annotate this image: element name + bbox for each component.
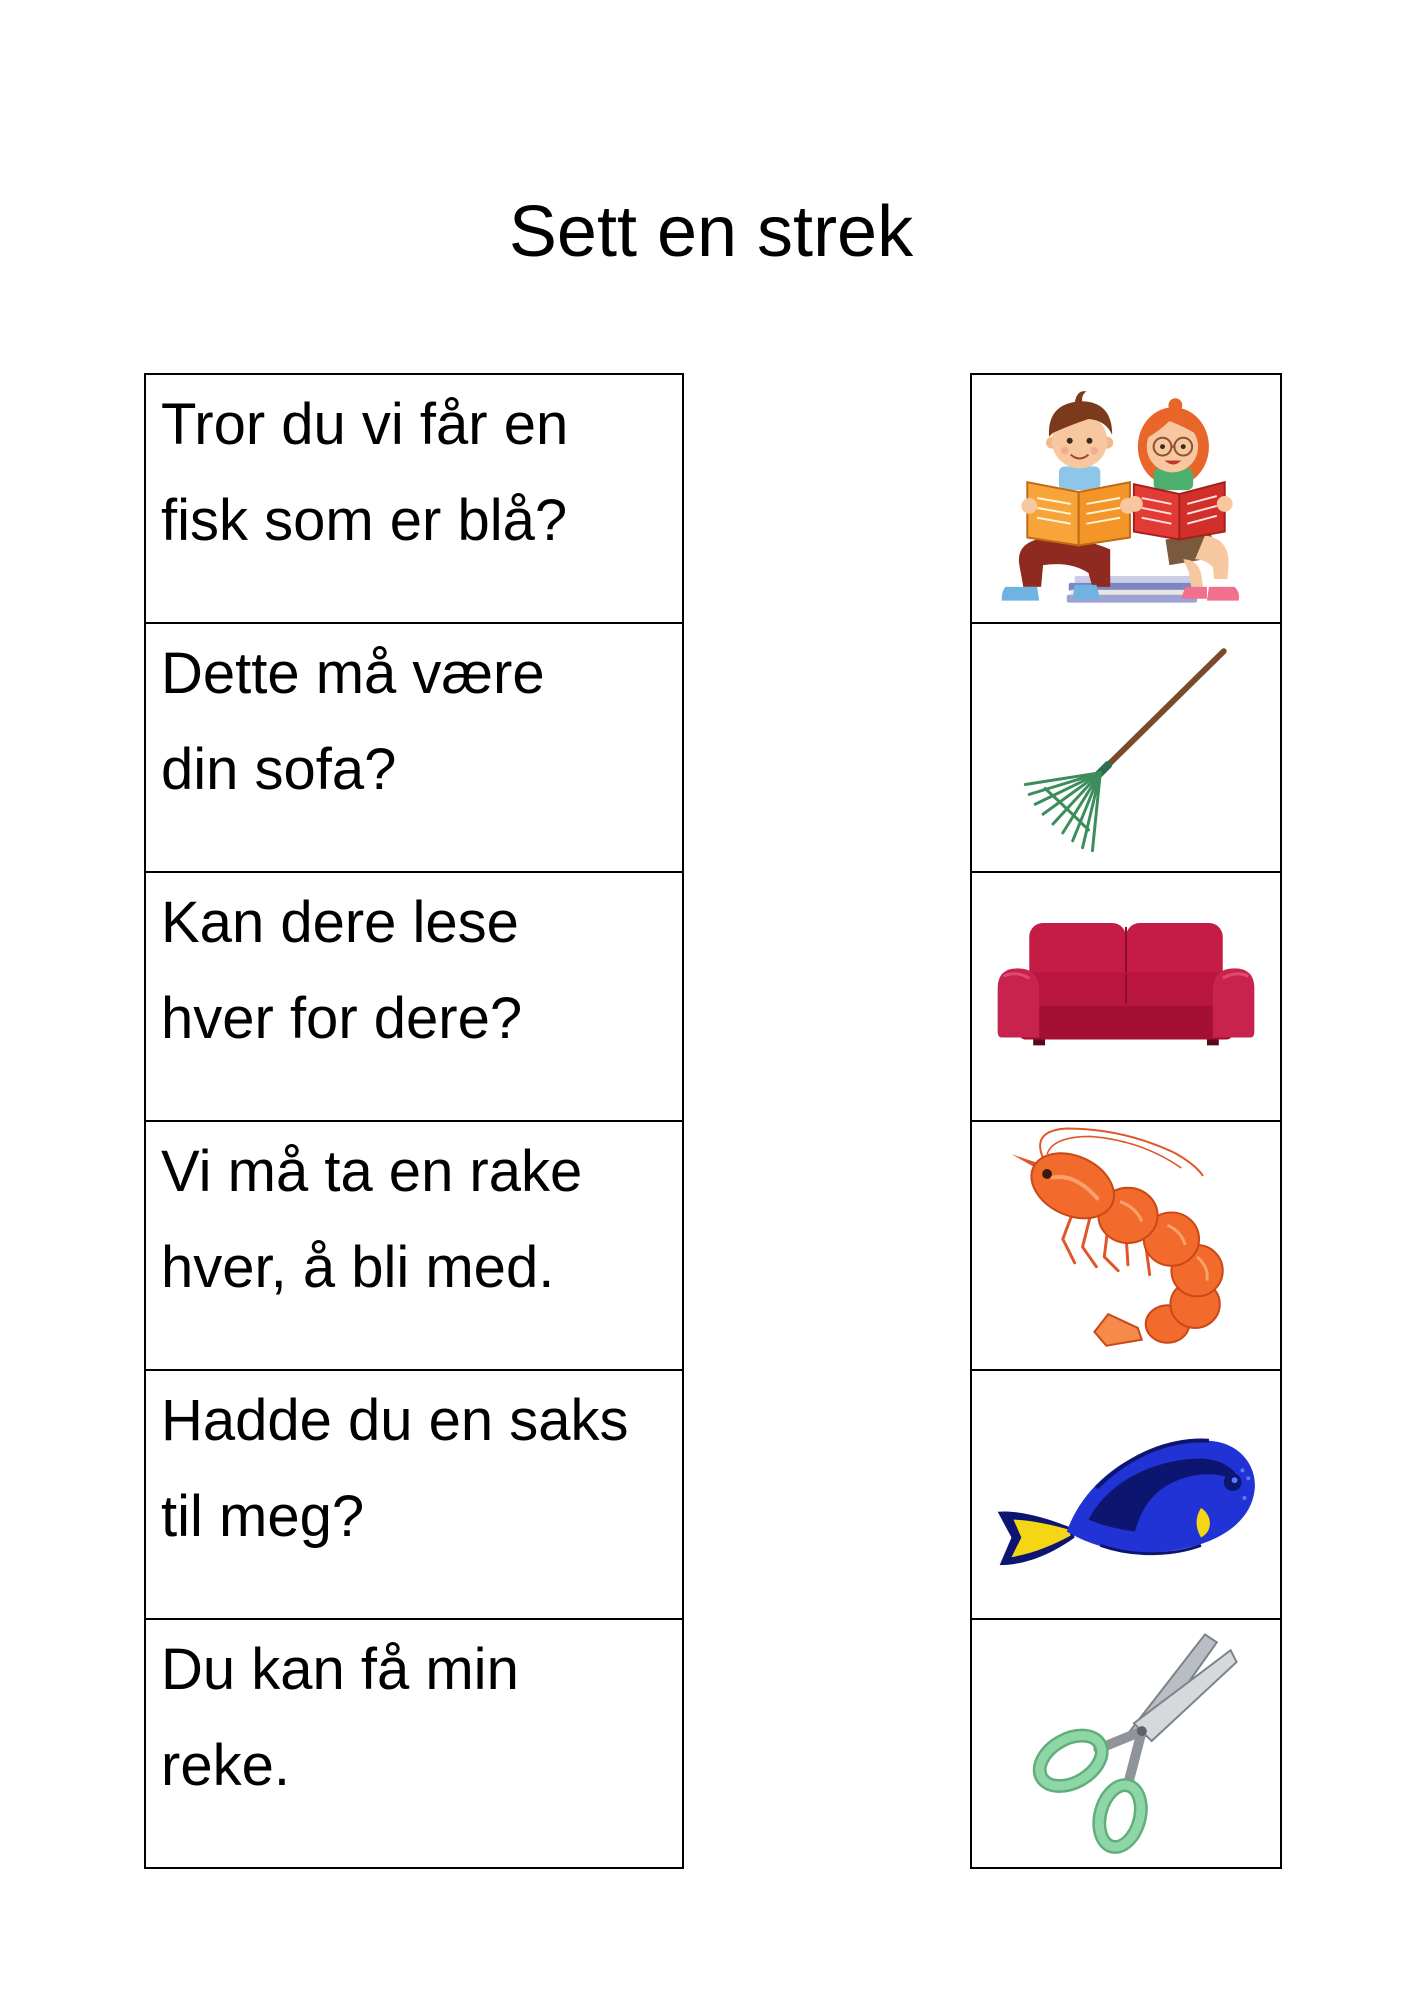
children-reading-icon xyxy=(972,375,1280,622)
sentence-line: Vi må ta en rake xyxy=(161,1139,583,1204)
page-title: Sett en strek xyxy=(508,192,914,272)
sentence-column xyxy=(144,373,684,1869)
sentence-line: Kan dere lese xyxy=(161,890,519,955)
picture-column xyxy=(970,373,1282,1869)
sentence-line: din sofa? xyxy=(161,737,397,802)
sentence-line: reke. xyxy=(161,1733,290,1798)
sentence-cell xyxy=(146,375,682,622)
shrimp-icon xyxy=(972,1122,1280,1369)
sentence-cell xyxy=(146,622,682,871)
sentence-cell xyxy=(146,1618,682,1867)
sentence-line: Dette må være xyxy=(161,641,545,706)
picture-cell xyxy=(972,375,1280,622)
rake-icon xyxy=(972,624,1280,871)
sentence-line: hver, å bli med. xyxy=(161,1235,555,1300)
sentence-cell xyxy=(146,871,682,1120)
fish-icon xyxy=(972,1371,1280,1618)
picture-cell xyxy=(972,622,1280,871)
sentence-line: Hadde du en saks xyxy=(161,1388,629,1453)
sentence-line: fisk som er blå? xyxy=(161,488,568,553)
sentence-line: til meg? xyxy=(161,1484,365,1549)
sentence-line: Du kan få min xyxy=(161,1637,519,1702)
scissors-icon xyxy=(972,1620,1280,1867)
picture-cell xyxy=(972,1369,1280,1618)
picture-cell xyxy=(972,871,1280,1120)
sentence-cell xyxy=(146,1120,682,1369)
sentence-line: Tror du vi får en xyxy=(161,392,569,457)
picture-cell xyxy=(972,1618,1280,1867)
picture-cell xyxy=(972,1120,1280,1369)
sentence-cell xyxy=(146,1369,682,1618)
sentence-line: hver for dere? xyxy=(161,986,523,1051)
sofa-icon xyxy=(972,873,1280,1120)
